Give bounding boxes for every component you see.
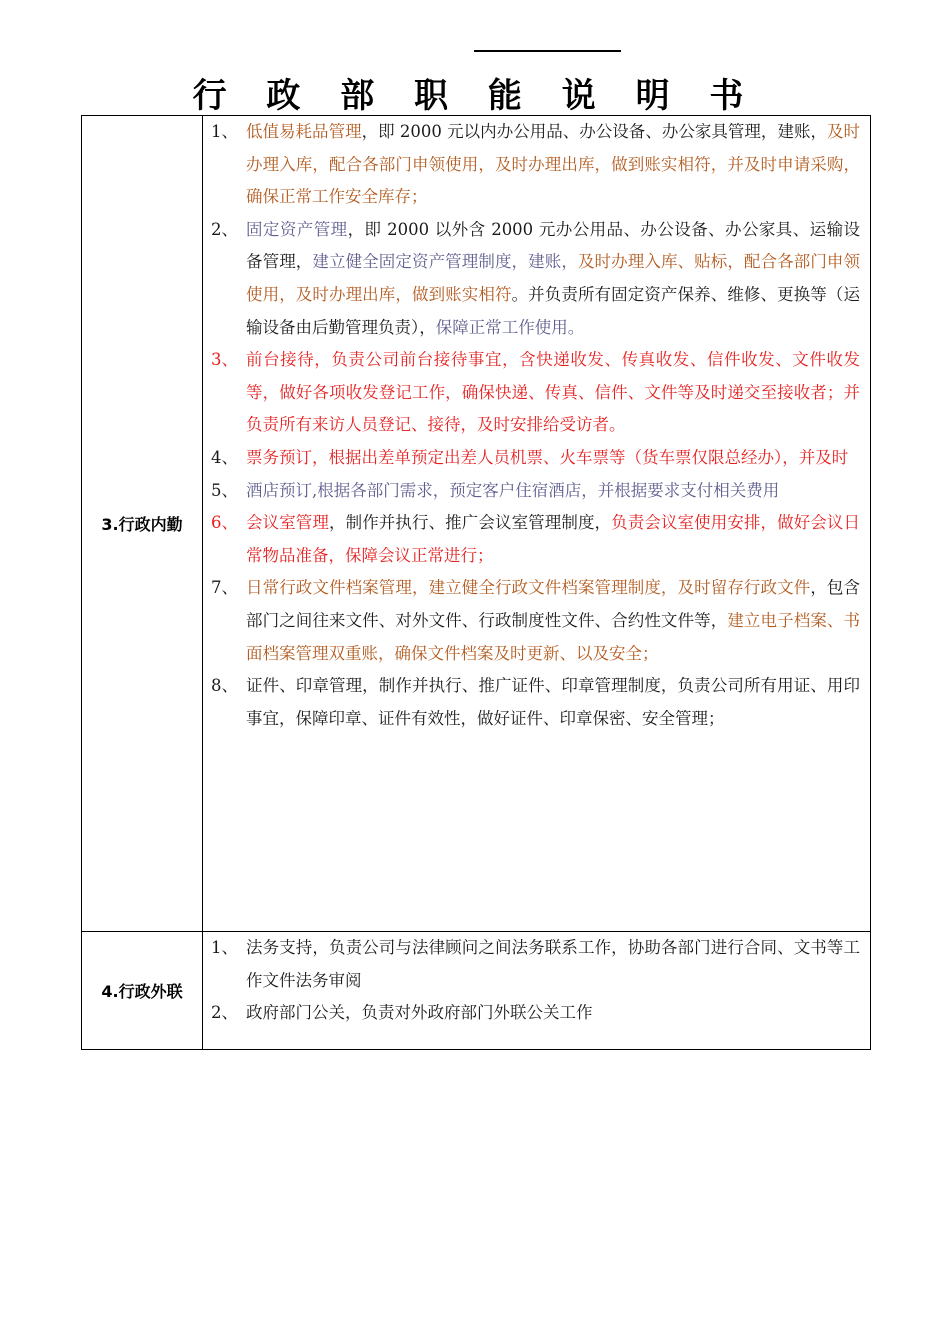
item-number: 1、: [211, 938, 238, 957]
text-segment: 固定资产管理: [246, 219, 348, 239]
list-item: [211, 344, 860, 442]
list-item: [211, 442, 860, 475]
item-text: [246, 670, 860, 735]
text-segment: 法务支持，负责公司与法律顾问之间法务联系工作，协助各部门进行合同、文书等工作文件法务审阅: [246, 938, 860, 990]
list-item: [211, 475, 860, 508]
list-item: [211, 507, 860, 572]
item-text: [246, 344, 860, 442]
category-cell: 4.行政外联: [82, 932, 203, 1050]
item-number: 2、: [211, 1003, 238, 1023]
text-segment: ，即 2000 以外含 2000 元办公用品、办公设备、办公家具、运输设备管理，: [246, 219, 861, 272]
item-number: 2、: [211, 219, 238, 239]
item-text: [246, 475, 860, 508]
item-text: [246, 116, 860, 214]
text-segment: 会议室管理: [246, 513, 329, 533]
item-number: 7、: [211, 578, 238, 598]
section-row-external: [82, 932, 871, 1050]
list-item: [211, 116, 860, 214]
text-segment: 酒店预订,根据各部门需求，预定客户住宿酒店，并根据要求支付相关费用: [246, 480, 780, 500]
list-item: [211, 997, 860, 1030]
text-segment: 前台接待，负责公司前台接待事宜，含快递收发、传真收发、信件收发、文件收发等，做好各项收发登记工作，确保快递、传真、信件、文件等及时递交至接收者；并负责所有来访人员登记、接待，及时安排给受访者。: [246, 350, 860, 435]
list-item: [211, 214, 860, 344]
text-segment: 证件、印章管理，制作并执行、推广证件、印章管理制度，负责公司所有用证、用印事宜，保障印章、证件有效性，做好证件、印章保密、安全管理；: [246, 676, 860, 728]
text-segment: ，即 2000 元以内办公用品、办公设备、办公家具管理，建账，: [361, 122, 827, 141]
text-segment: ，包含部门之间往来文件、对外文件、行政制度性文件、合约性文件等，: [246, 578, 861, 630]
duties-table: [81, 115, 871, 1050]
text-segment: ，制作并执行、推广会议室管理制度，: [329, 513, 612, 533]
item-number: 6、: [211, 513, 238, 533]
text-segment: 政府部门公关，负责对外政府部门外联公关工作: [246, 1003, 593, 1023]
item-text: [246, 997, 860, 1030]
text-segment: 负责会议室使用安排，做好会议日常物品准备，保障会议正常进行；: [246, 513, 861, 565]
header-rule: [474, 50, 621, 52]
text-segment: 票务预订，根据出差单预定出差人员机票、火车票等（货车票仅限总经办），并及时: [246, 447, 849, 467]
text-segment: 日常行政文件档案管理，建立健全行政文件档案管理制度，及时留存行政文件: [246, 578, 811, 598]
item-text: [246, 507, 860, 572]
items-cell: [203, 116, 871, 932]
item-number: 4、: [211, 447, 238, 467]
item-text: [246, 932, 860, 997]
text-segment: 及时办理入库，配合各部门申领使用，及时办理出库，做到账实相符，并及时申请采购，确保正常工作安全库存；: [246, 122, 861, 207]
text-segment: 低值易耗品管理: [246, 122, 362, 141]
text-segment: 及时办理入库、贴标，配合各部门申领使用，及时办理出库，做到账实相符: [246, 252, 861, 304]
item-number: 3、: [211, 350, 238, 370]
text-segment: 建立电子档案、书面档案管理双重账，确保文件档案及时更新、以及安全；: [246, 610, 861, 663]
category-cell: 3.行政内勤: [82, 116, 203, 932]
item-number: 8、: [211, 676, 238, 696]
item-number: 5、: [211, 480, 238, 500]
document-title: 行 政 部 职 能 说 明 书: [192, 76, 758, 116]
section-row-internal: [82, 116, 871, 932]
item-text: [246, 214, 860, 344]
list-item: [211, 572, 860, 670]
item-text: [246, 572, 860, 670]
list-item: [211, 670, 860, 735]
text-segment: 建立健全固定资产管理制度，建账，: [312, 252, 578, 272]
item-text: [246, 442, 860, 475]
list-item: [211, 932, 860, 997]
text-segment: 。并负责所有固定资产保养、维修、更换等（运输设备由后勤管理负责），: [246, 284, 861, 337]
text-segment: 保障正常工作使用。: [435, 317, 585, 337]
item-number: 1、: [211, 122, 238, 141]
items-cell: [203, 932, 871, 1050]
